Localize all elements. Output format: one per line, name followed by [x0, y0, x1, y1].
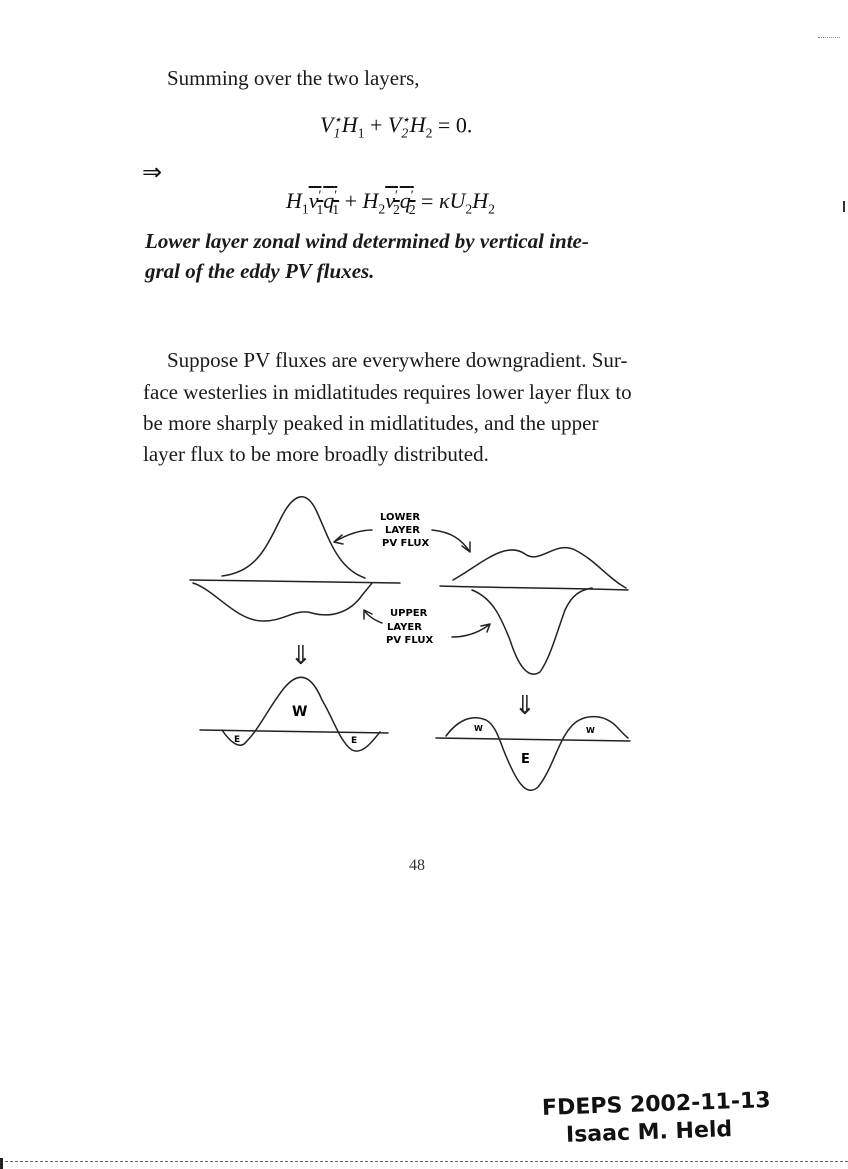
eq2-equals: = — [421, 188, 434, 214]
right-result-W2: W — [586, 726, 595, 735]
eq2-H1: $H_1$ — [286, 188, 309, 217]
upper-label-line-1: UPPER — [390, 608, 428, 619]
upper-label-line-2: LAYER — [387, 622, 422, 633]
eq2-plus: + — [344, 188, 357, 214]
left-lower-label-arrow — [334, 530, 372, 544]
intro-text: Summing over the two layers, — [167, 66, 420, 90]
pv-flux-sketch-figure — [0, 480, 848, 840]
eq1-plus: + — [370, 112, 383, 138]
left-result-zero-line — [200, 730, 388, 733]
right-upper-layer-curve — [472, 588, 592, 674]
left-zero-line — [190, 580, 400, 583]
eq1-rhs: = 0. — [437, 112, 473, 138]
lower-label-line-3: PV FLUX — [382, 538, 430, 549]
eq2-rhs: $\kappa U_2H_2$ — [438, 188, 495, 217]
right-lower-label-arrow — [432, 530, 470, 552]
emphasis-line-1: Lower layer zonal wind determined by vertical inte- — [145, 229, 589, 253]
bottom-scan-line — [0, 1161, 848, 1162]
left-down-arrow: ⇓ — [290, 641, 312, 671]
equation-streamfunction-sum — [320, 112, 472, 142]
right-zero-line — [440, 586, 628, 590]
left-upper-layer-curve — [193, 583, 372, 621]
paragraph-line-3: be more sharply peaked in midlatitudes, and the upper — [143, 411, 599, 435]
right-lower-layer-curve — [453, 548, 626, 588]
emphasis-line-2: gral of the eddy PV fluxes. — [145, 259, 375, 283]
signature-line-2: Isaac M. Held — [565, 1117, 733, 1148]
left-result-E1: E — [234, 735, 241, 745]
upper-label-line-3: PV FLUX — [386, 635, 434, 646]
right-down-arrow: ⇓ — [514, 691, 536, 721]
right-edge-mark — [843, 201, 845, 212]
eq1-H2: $H_2$ — [409, 112, 433, 141]
paragraph-line-4: layer flux to be more broadly distributed. — [143, 442, 489, 466]
eq2-H2: $H_2$ — [362, 188, 386, 217]
signature-line-1: FDEPS 2002-11-13 — [541, 1088, 772, 1121]
equation-pv-flux-integral — [286, 188, 495, 218]
left-result-W: W — [292, 704, 308, 720]
right-result-zero-line — [436, 738, 630, 741]
eq1-V2: $V_2^⋆$ — [387, 112, 410, 141]
implies-arrow: ⇒ — [142, 158, 163, 186]
right-upper-label-arrow — [452, 624, 490, 637]
left-result-E2: E — [351, 736, 358, 746]
right-result-W1: W — [474, 724, 483, 733]
paragraph-line-1: Suppose PV fluxes are everywhere downgradient. Sur- — [167, 348, 628, 372]
bottom-left-corner-mark — [0, 1158, 3, 1169]
lower-label-line-1: LOWER — [380, 512, 421, 523]
left-upper-label-arrow — [364, 610, 382, 623]
eq1-V1: $V_1^⋆$ — [320, 112, 342, 141]
eq2-flux1: $v'_1q'_1$ — [308, 188, 340, 217]
lower-label-line-2: LAYER — [385, 525, 420, 536]
top-right-dots — [818, 37, 840, 38]
eq2-flux2: $v'_2q'_2$ — [385, 188, 416, 217]
right-result-E: E — [521, 752, 530, 767]
paragraph-line-2: face westerlies in midlatitudes requires lower layer flux to — [143, 380, 632, 404]
page-number: 48 — [409, 857, 425, 874]
eq1-H1: $H_1$ — [341, 112, 365, 141]
